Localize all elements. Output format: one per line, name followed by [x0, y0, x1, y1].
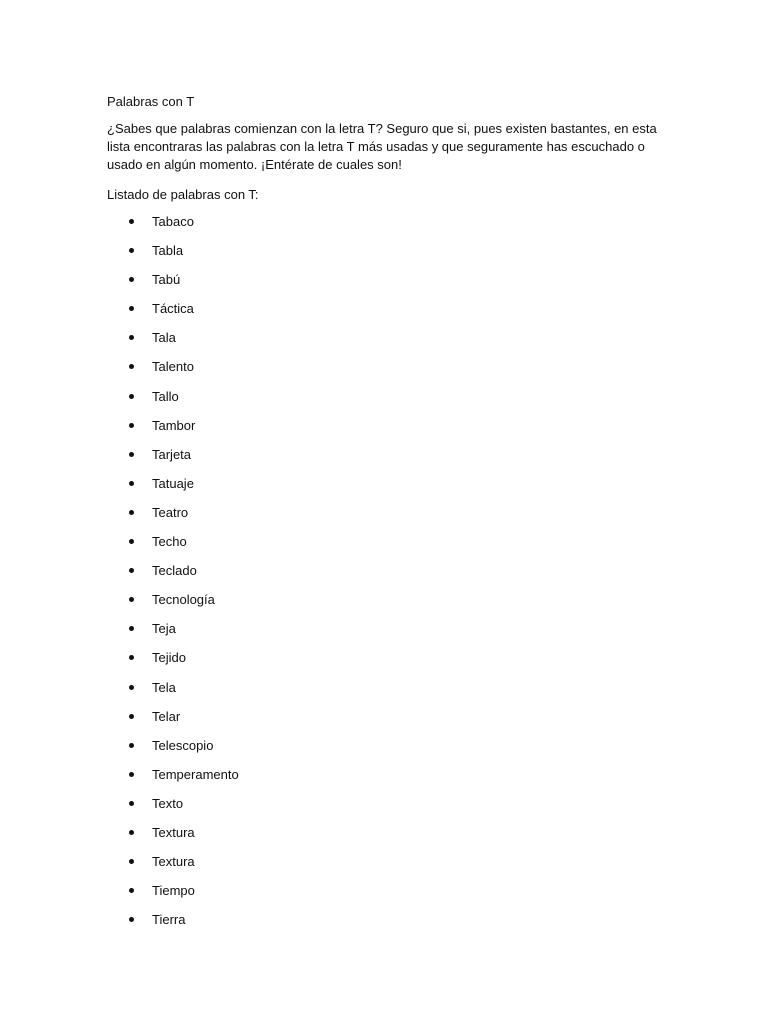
list-item-label: Tejido — [152, 650, 186, 666]
list-item — [107, 905, 667, 934]
list-item-label: Tallo — [152, 388, 179, 404]
list-item — [107, 702, 667, 731]
bullet-icon — [129, 801, 134, 806]
list-item — [107, 265, 667, 294]
list-item-label: Tatuaje — [152, 475, 194, 491]
list-item — [107, 294, 667, 323]
document-title: Palabras con T — [107, 94, 195, 109]
bullet-icon — [129, 277, 134, 282]
list-item — [107, 585, 667, 614]
bullet-icon — [129, 335, 134, 340]
list-item-label: Textura — [152, 854, 195, 870]
bullet-icon — [129, 364, 134, 369]
list-item-label: Teja — [152, 621, 176, 637]
list-item-label: Tabla — [152, 243, 184, 259]
list-item — [107, 643, 667, 672]
list-item — [107, 818, 667, 847]
bullet-icon — [129, 888, 134, 893]
list-item-label: Tala — [152, 330, 176, 346]
list-item — [107, 352, 667, 381]
list-item — [107, 236, 667, 265]
list-item-label: Tabú — [152, 272, 181, 288]
list-item — [107, 731, 667, 760]
bullet-icon — [129, 714, 134, 719]
list-item-label: Tierra — [152, 912, 186, 928]
word-list — [107, 207, 667, 934]
list-item-label: Techo — [152, 534, 187, 550]
list-item-label: Táctica — [152, 301, 194, 317]
bullet-icon — [129, 830, 134, 835]
bullet-icon — [129, 306, 134, 311]
list-heading: Listado de palabras con T: — [107, 187, 259, 202]
list-item — [107, 847, 667, 876]
bullet-icon — [129, 539, 134, 544]
list-item-label: Texto — [152, 795, 184, 811]
bullet-icon — [129, 859, 134, 864]
list-item — [107, 207, 667, 236]
list-item — [107, 411, 667, 440]
bullet-icon — [129, 626, 134, 631]
bullet-icon — [129, 423, 134, 428]
bullet-icon — [129, 568, 134, 573]
bullet-icon — [129, 655, 134, 660]
intro-paragraph: ¿Sabes que palabras comienzan con la letra T? Seguro que si, pues existen bastantes, en esta lista encontraras las palabras con la letra T más usadas y que seguramente has escuchado o usado en algún momento. ¡Entérate de cuales son! — [107, 121, 657, 172]
bullet-icon — [129, 685, 134, 690]
bullet-icon — [129, 248, 134, 253]
list-item-label: Temperamento — [152, 766, 239, 782]
list-item-label: Telescopio — [152, 737, 214, 753]
bullet-icon — [129, 394, 134, 399]
list-item — [107, 760, 667, 789]
bullet-icon — [129, 219, 134, 224]
list-item-label: Teatro — [152, 504, 189, 520]
bullet-icon — [129, 917, 134, 922]
bullet-icon — [129, 743, 134, 748]
list-item-label: Tela — [152, 679, 176, 695]
list-item-label: Telar — [152, 708, 181, 724]
list-item — [107, 469, 667, 498]
bullet-icon — [129, 772, 134, 777]
document-content — [107, 93, 667, 934]
list-item — [107, 323, 667, 352]
list-item — [107, 876, 667, 905]
list-item — [107, 382, 667, 411]
bullet-icon — [129, 481, 134, 486]
list-item-label: Tecnología — [152, 592, 215, 608]
list-item — [107, 527, 667, 556]
list-item-label: Teclado — [152, 563, 197, 579]
list-item — [107, 556, 667, 585]
bullet-icon — [129, 452, 134, 457]
list-item — [107, 498, 667, 527]
list-item — [107, 789, 667, 818]
bullet-icon — [129, 510, 134, 515]
list-item — [107, 440, 667, 469]
list-item — [107, 614, 667, 643]
list-item-label: Tabaco — [152, 214, 194, 229]
list-item-label: Textura — [152, 824, 195, 840]
list-item-label: Talento — [152, 359, 194, 375]
list-item — [107, 673, 667, 702]
list-item-label: Tarjeta — [152, 446, 192, 462]
bullet-icon — [129, 597, 134, 602]
list-item-label: Tiempo — [152, 883, 195, 899]
list-item-label: Tambor — [152, 417, 196, 433]
